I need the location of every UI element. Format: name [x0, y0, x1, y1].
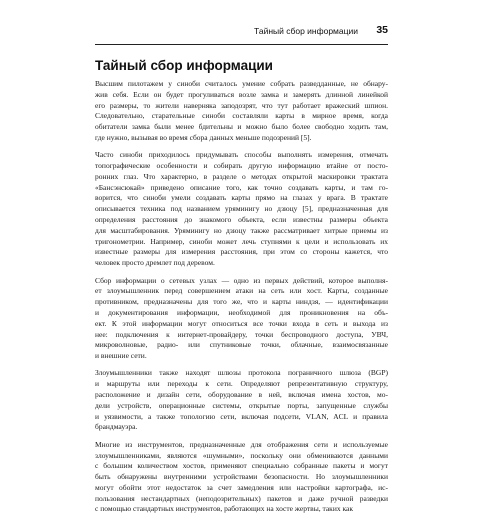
- text-line: Высшим пилотажем у синоби считалось умение собрать разведданные, не обнару-: [95, 79, 388, 88]
- text-line: микроволновые, радио- или спутниковые точки, облачные, взаимосвязанные: [95, 340, 388, 350]
- text-line: жив себя. Если он будет прогуливаться возле замка и замерять длинной линейкой: [95, 89, 388, 99]
- text-line: и маршруты или переходы к сети. Определяют репрезентативную структуру,: [95, 379, 388, 389]
- text-line: известные размеры для измерения расстояния, при этом со стороны кажется, что: [95, 247, 388, 257]
- text-line: Злоумышленники также находят шлюзы протокола пограничного шлюза (BGP): [95, 368, 388, 378]
- text-line: пользования нестандартных (неподозрительных) пакетов и даже ручной разведки: [95, 493, 388, 503]
- text-line: Многие из инструментов, предназначенные для отображения сети и используемые: [95, 439, 388, 449]
- text-line: злоумышленниками, являются «шумными», поскольку они обмениваются данными: [95, 450, 388, 460]
- text-line: Сбор информации о сетевых узлах — одно из первых действий, которое выполня-: [95, 275, 388, 285]
- text-line: Следовательно, старательные синоби составляли карты в мирное время, когда: [95, 111, 388, 121]
- running-header: [95, 24, 388, 45]
- text-line: и уязвимости, а также топологию сети, включая подсети, VLAN, ACL и правила: [95, 411, 388, 421]
- text-line: расположение и дизайн сети, оборудование в ней, включая имена хостов, мо-: [95, 390, 388, 400]
- text-line: где нужно, вызывая во время сбора данных меньше подозрений [5].: [95, 132, 312, 142]
- text-line: Часто синоби приходилось придумывать способы выполнять измерения, отмечать: [95, 150, 388, 160]
- text-line: могут обойти этот недостаток за счет замедления или настройки картографа, ис-: [95, 482, 388, 492]
- text-line: и внешние сети.: [95, 351, 147, 361]
- text-line: брандмауэра.: [95, 422, 138, 432]
- text-line: с большим количеством хостов, применяют специально собранные пакеты и могут: [95, 461, 388, 471]
- text-line: дели устройств, операционные системы, открытые порты, запущенные службы: [95, 400, 388, 410]
- body-text: [95, 79, 388, 522]
- text-line: обитатели замка были менее бдительны и можно было более свободно ходить там,: [95, 122, 388, 132]
- text-line: его размеры, то жители наверняка заподозрят, что тут работает вражеский шпион.: [95, 100, 388, 110]
- text-line: ронних глаз. Что характерно, в разделе о методах открытой маскировки трактата: [95, 171, 388, 181]
- text-line: нее: подключения к интернет-провайдеру, точки беспроводного доступа, УВЧ,: [95, 329, 388, 339]
- text-line: ект. К этой информации могут относиться все точки входа в сеть и выхода из: [95, 318, 388, 328]
- text-line: «Бансэнсюкай» приведено описание того, как точно создавать карты, и там го-: [95, 182, 388, 192]
- paragraph: [95, 79, 388, 144]
- text-line: ет злоумышленник перед совершением атаки на сеть или хост. Карты, созданные: [95, 286, 388, 296]
- paragraph: [95, 368, 388, 433]
- text-line: противником, предназначены для того же, что и карты ниндзя, — идентификации: [95, 297, 388, 307]
- text-line: быть обнаружены внутренними устройствами безопасности. Но злоумышленники: [95, 472, 388, 482]
- section-title: Тайный сбор информации: [95, 58, 273, 73]
- text-line: определения расстояния до знакомого объекта, если известны размеры объекта: [95, 215, 388, 225]
- text-line: описывается техника под названием уряминигу но дзюцу [5], предназначенная для: [95, 204, 388, 214]
- paragraph: [95, 276, 388, 362]
- text-line: для масштабирования. Уряминигу но дзюцу также рассматривает хитрые приемы из: [95, 225, 388, 235]
- text-line: ворится, что синоби умели создавать карты прямо на глазах у врага. В трактате: [95, 193, 388, 203]
- text-line: топографические особенности и собирать другую информацию втайне от посто-: [95, 161, 388, 171]
- text-line: и документирования информации, необходимой для проникновения на объ-: [95, 307, 388, 317]
- text-line: человек просто дремлет под деревом.: [95, 258, 215, 268]
- text-line: тригонометрии. Например, синоби может лечь ступнями к цели и использовать их: [95, 236, 388, 246]
- text-line: с помощью стандартных инструментов, работающих на хосте жертвы, таких как: [95, 504, 353, 514]
- paragraph: [95, 440, 388, 516]
- running-title: Тайный сбор информации: [254, 26, 358, 36]
- page-number: 35: [376, 24, 388, 36]
- paragraph: [95, 150, 388, 269]
